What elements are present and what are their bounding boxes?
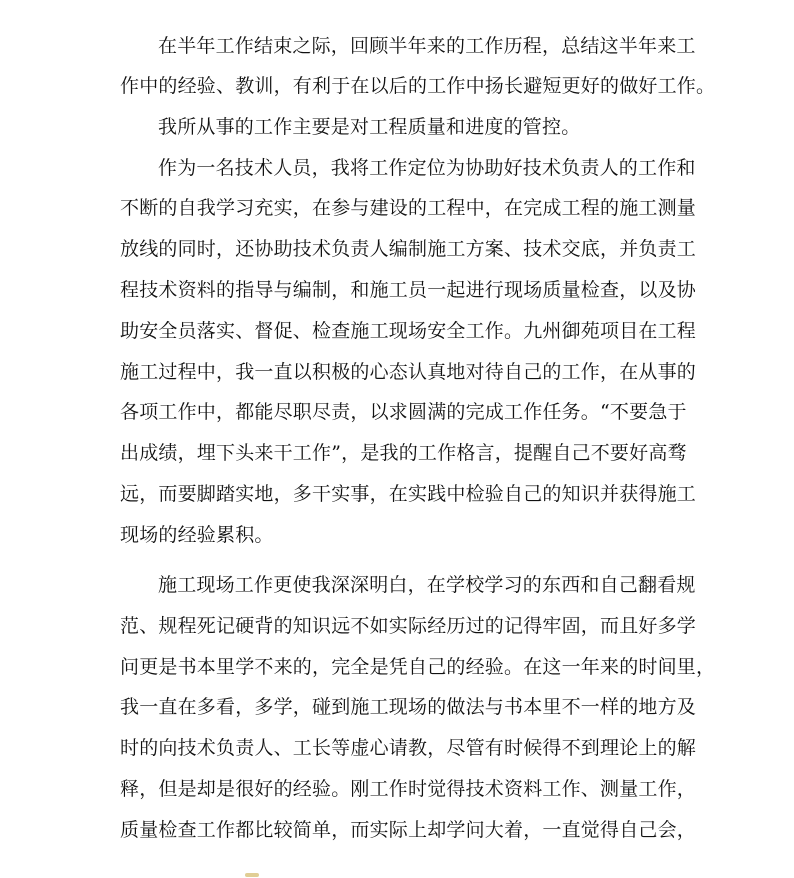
paragraph-3-line-8: 出成绩，埋下头来干工作”，是我的工作格言，提醒自己不要好高骛 [120, 442, 687, 464]
highlight-mark [245, 873, 259, 877]
paragraph-3-line-5: 助安全员落实、督促、检查施工现场安全工作。九州御苑项目在工程 [120, 320, 697, 342]
paragraph-4-line-3: 问更是书本里学不来的，完全是凭自己的经验。在这一年来的时间里， [120, 656, 716, 678]
paragraph-4-line-1: 施工现场工作更使我深深明白，在学校学习的东西和自己翻看规 [158, 574, 696, 596]
paragraph-3-line-10: 现场的经验累积。 [120, 524, 274, 546]
paragraph-3-line-9: 远，而要脚踏实地，多干实事，在实践中检验自己的知识并获得施工 [120, 483, 697, 505]
paragraph-4-line-2: 范、规程死记硬背的知识远不如实际经历过的记得牢固，而且好多学 [120, 615, 697, 637]
paragraph-3-line-4: 程技术资料的指导与编制，和施工员一起进行现场质量检查，以及协 [120, 279, 697, 301]
paragraph-3-line-6: 施工过程中，我一直以积极的心态认真地对待自己的工作，在从事的 [120, 361, 697, 383]
paragraph-3-line-2: 不断的自我学习充实，在参与建设的工程中，在完成工程的施工测量 [120, 197, 697, 219]
paragraph-3-line-3: 放线的同时，还协助技术负责人编制施工方案、技术交底，并负责工 [120, 238, 697, 260]
paragraph-4-line-4: 我一直在多看，多学，碰到施工现场的做法与书本里不一样的地方及 [120, 696, 697, 718]
paragraph-1-line-2: 作中的经验、教训，有利于在以后的工作中扬长避短更好的做好工作。 [120, 75, 716, 97]
paragraph-4-line-6: 释，但是却是很好的经验。刚工作时觉得技术资料工作、测量工作， [120, 778, 697, 800]
paragraph-2-line-1: 我所从事的工作主要是对工程质量和进度的管控。 [158, 116, 581, 138]
paragraph-4-line-5: 时的向技术负责人、工长等虚心请教，尽管有时候得不到理论上的解 [120, 737, 697, 759]
paragraph-4-line-7: 质量检查工作都比较简单，而实际上却学问大着，一直觉得自己会， [120, 819, 697, 841]
paragraph-3-line-1: 作为一名技术人员，我将工作定位为协助好技术负责人的工作和 [158, 157, 696, 179]
paragraph-1-line-1: 在半年工作结束之际，回顾半年来的工作历程，总结这半年来工 [158, 35, 696, 57]
paragraph-3-line-7: 各项工作中，都能尽职尽责，以求圆满的完成工作任务。“不要急于 [120, 401, 687, 423]
